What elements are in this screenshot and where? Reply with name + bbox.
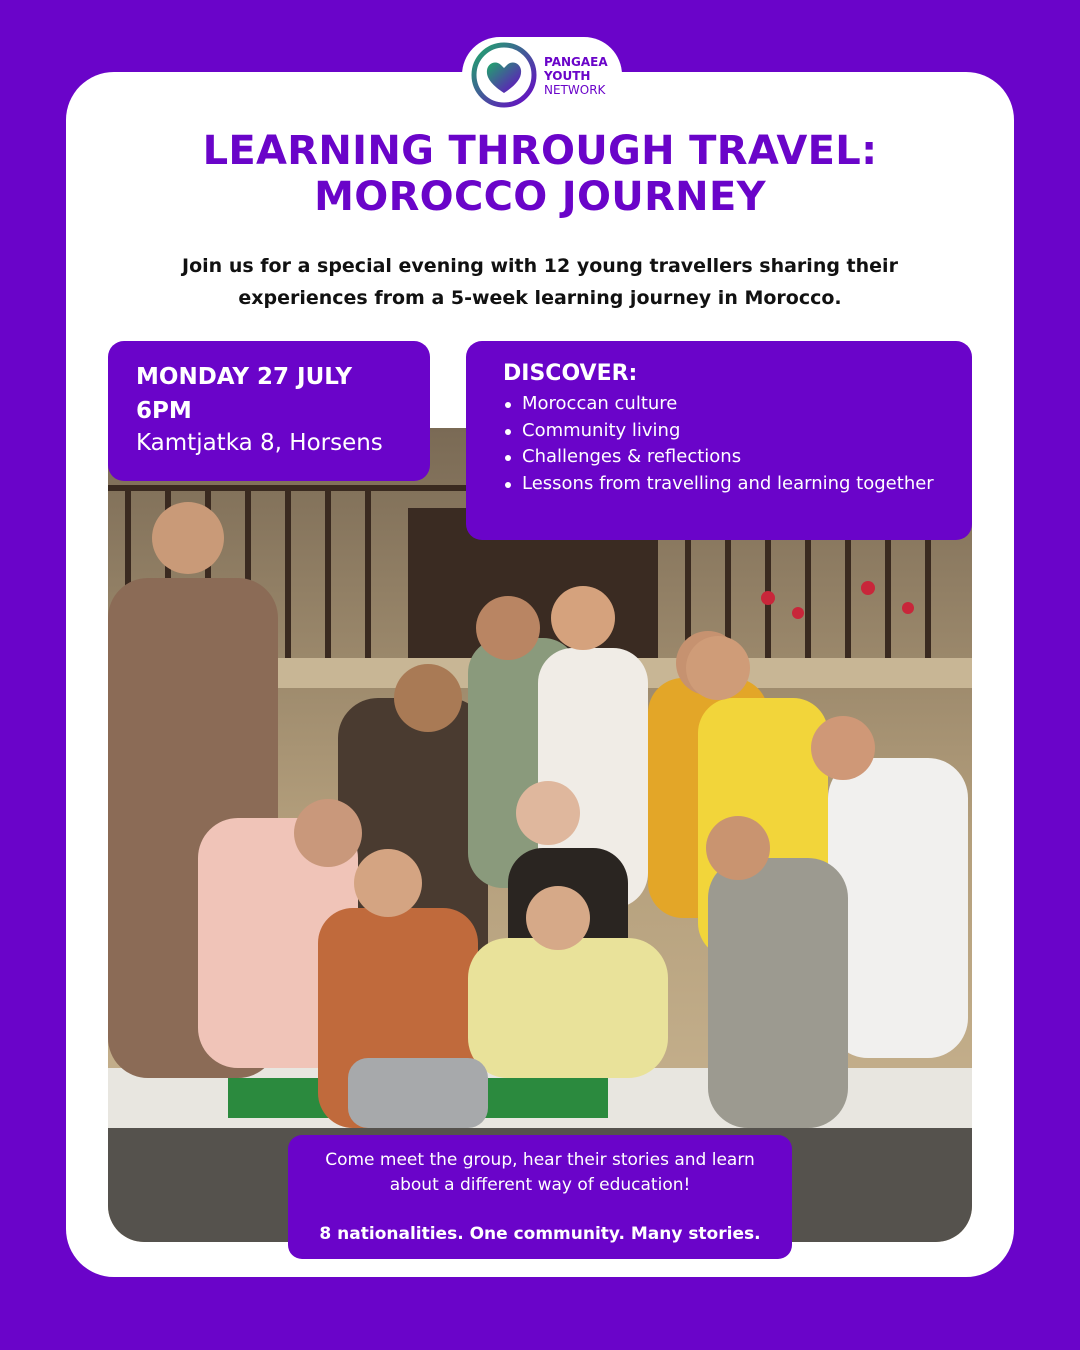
discover-box: [466, 341, 972, 540]
logo-line-3: NETWORK: [544, 83, 606, 97]
intro-line-2: experiences from a 5-week learning journey in Morocco.: [238, 287, 842, 309]
event-details-box: [108, 341, 430, 481]
intro-text: [150, 250, 930, 314]
group-photo: [108, 428, 972, 1242]
logo-line-1: PANGAEA: [544, 55, 608, 69]
discover-heading: DISCOVER:: [503, 361, 638, 386]
footer-line-1: Come meet the group, hear their stories and learn: [325, 1150, 755, 1170]
discover-item: Moroccan culture: [503, 391, 943, 418]
logo-text: [544, 55, 608, 97]
event-location: Kamtjatka 8, Horsens: [136, 430, 383, 456]
page-title: [140, 128, 940, 220]
title-line-1: LEARNING THROUGH TRAVEL:: [202, 128, 878, 174]
globe-heart-icon: [470, 41, 538, 109]
event-date: MONDAY 27 JULY: [136, 364, 353, 390]
logo: [462, 37, 622, 113]
discover-item: Community living: [503, 418, 943, 445]
discover-item: Challenges & reflections: [503, 444, 943, 471]
discover-list: [503, 391, 943, 497]
footer-box: [288, 1135, 792, 1259]
title-line-2: MOROCCO JOURNEY: [314, 174, 766, 220]
discover-item: Lessons from travelling and learning together: [503, 471, 943, 498]
logo-line-2: YOUTH: [544, 69, 591, 83]
footer-line-2: about a different way of education!: [389, 1175, 691, 1195]
intro-line-1: Join us for a special evening with 12 young travellers sharing their: [182, 255, 898, 277]
event-time: 6PM: [136, 398, 192, 424]
footer-tagline: 8 nationalities. One community. Many stories.: [319, 1224, 761, 1244]
footer-message: [288, 1148, 792, 1198]
